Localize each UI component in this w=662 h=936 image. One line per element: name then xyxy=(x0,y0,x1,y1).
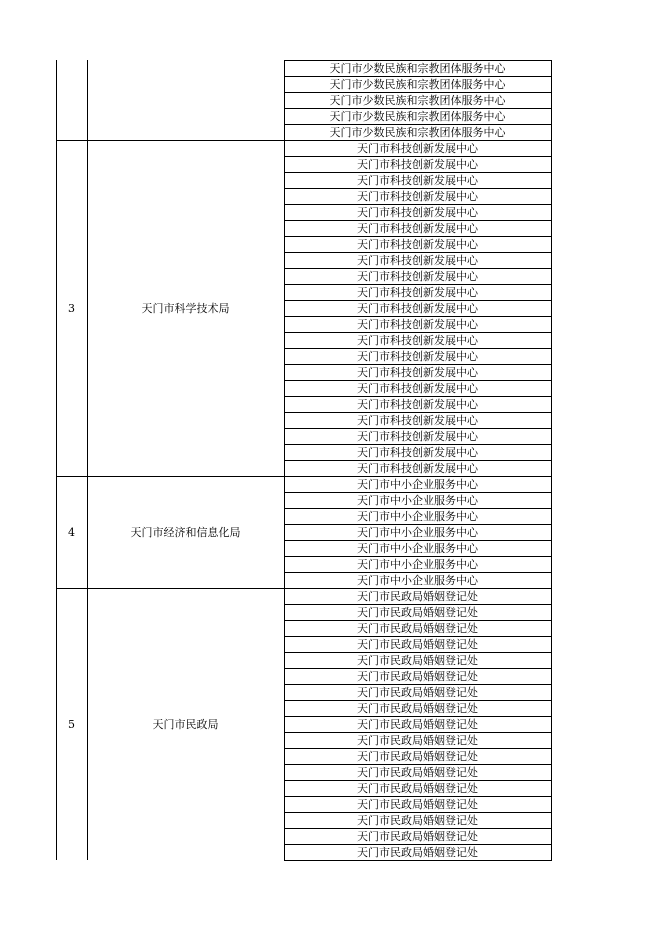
unit-name-cell: 天门市少数民族和宗教团体服务中心 xyxy=(329,109,506,123)
unit-name-cell: 天门市科技创新发展中心 xyxy=(357,301,478,315)
department-name: 天门市科学技术局 xyxy=(141,301,230,315)
unit-name-cell: 天门市科技创新发展中心 xyxy=(357,333,478,347)
unit-name-cell: 天门市民政局婚姻登记处 xyxy=(357,669,478,683)
unit-row-divider xyxy=(284,860,552,861)
unit-name-cell: 天门市民政局婚姻登记处 xyxy=(357,829,478,843)
unit-name-cell: 天门市民政局婚姻登记处 xyxy=(357,589,478,603)
department-name xyxy=(87,60,284,140)
unit-name-cell: 天门市民政局婚姻登记处 xyxy=(357,653,478,667)
unit-name-cell: 天门市民政局婚姻登记处 xyxy=(357,621,478,635)
right-border xyxy=(551,60,552,861)
unit-name-cell: 天门市科技创新发展中心 xyxy=(357,173,478,187)
group-number: 3 xyxy=(68,301,75,315)
unit-name-cell: 天门市科技创新发展中心 xyxy=(357,461,478,475)
unit-name-cell: 天门市科技创新发展中心 xyxy=(357,413,478,427)
unit-name-cell: 天门市科技创新发展中心 xyxy=(357,445,478,459)
unit-name-cell: 天门市科技创新发展中心 xyxy=(357,285,478,299)
group-number: 4 xyxy=(68,525,75,539)
unit-name-cell: 天门市科技创新发展中心 xyxy=(357,141,478,155)
unit-name-cell: 天门市民政局婚姻登记处 xyxy=(357,685,478,699)
unit-name-cell: 天门市科技创新发展中心 xyxy=(357,221,478,235)
unit-name-cell: 天门市少数民族和宗教团体服务中心 xyxy=(329,125,506,139)
department-name: 天门市民政局 xyxy=(152,717,219,731)
unit-name-cell: 天门市中小企业服务中心 xyxy=(357,573,478,587)
unit-name-cell: 天门市科技创新发展中心 xyxy=(357,253,478,267)
left-border xyxy=(56,60,57,860)
unit-name-cell: 天门市中小企业服务中心 xyxy=(357,541,478,555)
unit-name-cell: 天门市民政局婚姻登记处 xyxy=(357,749,478,763)
unit-name-cell: 天门市科技创新发展中心 xyxy=(357,269,478,283)
unit-name-cell: 天门市科技创新发展中心 xyxy=(357,157,478,171)
unit-name-cell: 天门市科技创新发展中心 xyxy=(357,205,478,219)
unit-name-cell: 天门市民政局婚姻登记处 xyxy=(357,637,478,651)
department-column-divider xyxy=(284,60,285,860)
unit-name-cell: 天门市科技创新发展中心 xyxy=(357,397,478,411)
group-number: 5 xyxy=(68,717,75,731)
group-number xyxy=(56,60,87,140)
unit-name-cell: 天门市科技创新发展中心 xyxy=(357,381,478,395)
department-name: 天门市经济和信息化局 xyxy=(130,525,241,539)
unit-name-cell: 天门市科技创新发展中心 xyxy=(357,365,478,379)
unit-name-cell: 天门市民政局婚姻登记处 xyxy=(357,813,478,827)
unit-name-cell: 天门市科技创新发展中心 xyxy=(357,349,478,363)
unit-name-cell: 天门市科技创新发展中心 xyxy=(357,317,478,331)
unit-name-cell: 天门市中小企业服务中心 xyxy=(357,493,478,507)
unit-name-cell: 天门市民政局婚姻登记处 xyxy=(357,605,478,619)
unit-name-cell: 天门市民政局婚姻登记处 xyxy=(357,797,478,811)
unit-name-cell: 天门市科技创新发展中心 xyxy=(357,189,478,203)
unit-name-cell: 天门市民政局婚姻登记处 xyxy=(357,717,478,731)
unit-name-cell: 天门市中小企业服务中心 xyxy=(357,509,478,523)
unit-name-cell: 天门市民政局婚姻登记处 xyxy=(357,781,478,795)
unit-name-cell: 天门市民政局婚姻登记处 xyxy=(357,733,478,747)
number-column-divider xyxy=(87,60,88,860)
unit-name-cell: 天门市中小企业服务中心 xyxy=(357,477,478,491)
unit-name-cell: 天门市民政局婚姻登记处 xyxy=(357,845,478,859)
unit-name-cell: 天门市少数民族和宗教团体服务中心 xyxy=(329,77,506,91)
unit-name-cell: 天门市中小企业服务中心 xyxy=(357,557,478,571)
unit-name-cell: 天门市科技创新发展中心 xyxy=(357,237,478,251)
unit-name-cell: 天门市民政局婚姻登记处 xyxy=(357,765,478,779)
unit-name-cell: 天门市科技创新发展中心 xyxy=(357,429,478,443)
unit-name-cell: 天门市少数民族和宗教团体服务中心 xyxy=(329,61,506,75)
unit-name-cell: 天门市中小企业服务中心 xyxy=(357,525,478,539)
unit-name-cell: 天门市少数民族和宗教团体服务中心 xyxy=(329,93,506,107)
unit-name-cell: 天门市民政局婚姻登记处 xyxy=(357,701,478,715)
